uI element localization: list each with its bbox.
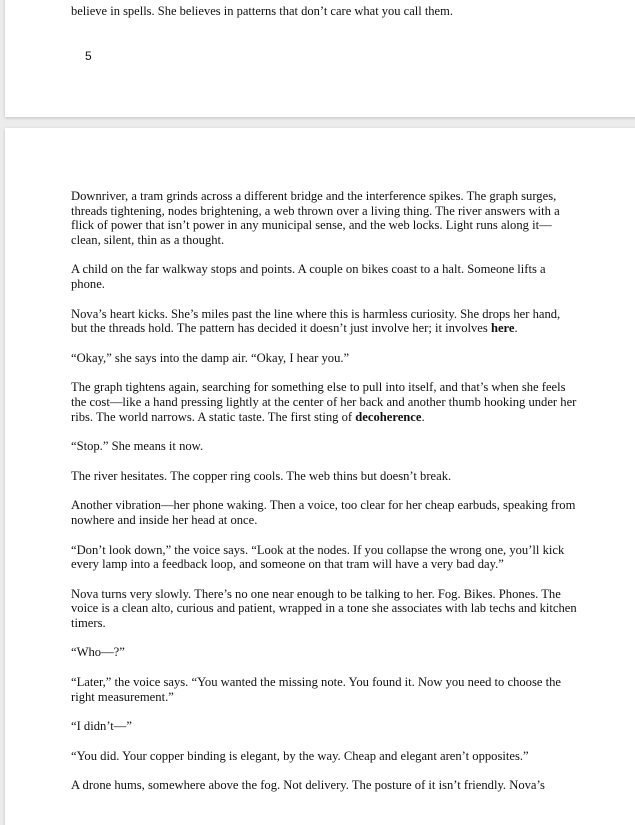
paragraph: A drone hums, somewhere above the fog. Not delivery. The posture of it isn’t friendly. Nova’s [71,778,545,793]
previous-page [5,0,635,117]
page-body [71,189,577,808]
paragraph-text: Nova’s heart kicks. She’s miles past the line where this is harmless curiosity. She drops her hand, but the threads hold. The pattern has decided it doesn’t just involve her; it involves [71,306,561,336]
paragraph: “Don’t look down,” the voice says. “Look at the nodes. If you collapse the wrong one, you’ll kick every lamp into a feedback loop, and someone on that tram will have a very bad day.” [71,542,565,572]
current-page [5,128,635,825]
paragraph: “Stop.” She means it now. [71,439,204,454]
paragraph: Another vibration—her phone waking. Then a voice, too clear for her cheap earbuds, speaking from nowhere and inside her head at once. [71,498,576,527]
paragraph: “You did. Your copper binding is elegant, by the way. Cheap and elegant aren’t opposites.” [71,748,529,763]
page-number: 5 [85,49,92,63]
emphasis-text: decoherence [355,409,422,424]
paragraph-text: . [421,409,425,424]
paragraph: “Who—?” [71,645,125,660]
paragraph: Downriver, a tram grinds across a different bridge and the interference spikes. The graph surges, threads tightening, nodes brightening, a web thrown over a living thing. The river answers with a flick of power that isn’t power in any municipal sense, and the web locks. Light runs along it—clean, silent, thin as a thought. [71,189,560,247]
paragraph: “I didn’t—” [71,719,132,734]
paragraph: “Later,” the voice says. “You wanted the missing note. You found it. Now you need to choose the right measurement.” [71,675,561,704]
clipped-text-line [71,0,591,1]
previous-page-last-line: believe in spells. She believes in patterns that don’t care what you call them. [71,4,453,18]
paragraph: “Okay,” she says into the damp air. “Okay, I hear you.” [71,350,350,365]
emphasis-text: here [490,321,515,336]
paragraph: The river hesitates. The copper ring cools. The web thins but doesn’t break. [71,468,452,483]
paragraph [71,380,577,424]
paragraph-text: The graph tightens again, searching for something else to pull into itself, and that’s when she feels the cost—like a hand pressing lightly at the center of her back and another thumb hooking under her ribs. The world narrows. A static taste. The first sting of [71,380,577,424]
paragraph [71,307,577,336]
paragraph: A child on the far walkway stops and points. A couple on bikes coast to a halt. Someone lifts a phone. [71,262,546,291]
paragraph: Nova turns very slowly. There’s no one near enough to be talking to her. Fog. Bikes. Phones. The voice is a clean alto, curious and patient, wrapped in a tone she associates with lab techs and kitchen timers. [71,586,577,630]
paragraph-text: . [514,321,518,336]
